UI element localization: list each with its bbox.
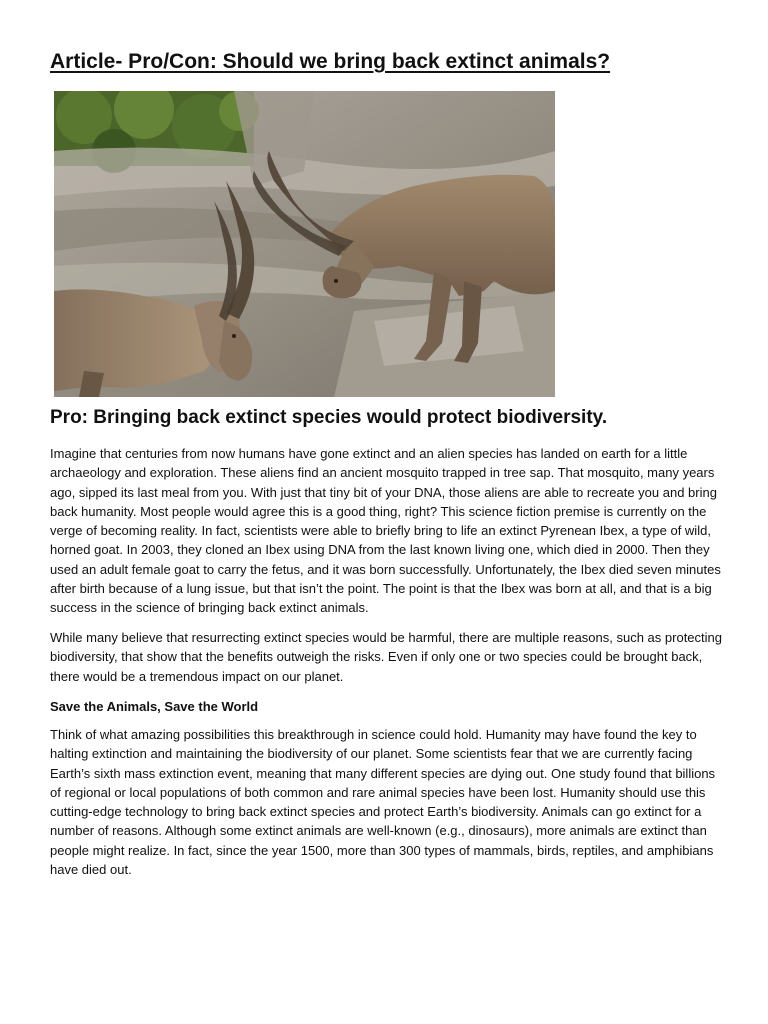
article-title: Article- Pro/Con: Should we bring back extinct animals? (50, 50, 611, 73)
ibex-photo (54, 91, 555, 397)
ibex-photo-icon (54, 91, 555, 397)
paragraph-3: Think of what amazing possibilities this breakthrough in science could hold. Humanity may have found the key to halting extinction and maintaining the biodiversity of our planet. Some scientists fear that we are currently facing Earth’s sixth mass extinction event, meaning that many different species are dying out. One study found that billions of regional or local populations of both common and rare animal species have been lost. Humanity should use this cutting-edge technology to bring back extinct species and protect Earth’s biodiversity. Animals can go extinct for a number of reasons. Although some extinct animals are well-known (e.g., dinosaurs), more animals are extinct than people might realize. In fact, since the year 1500, more than 300 types of mammals, birds, reptiles, and amphibians have died out. (50, 727, 716, 878)
paragraph-2: While many believe that resurrecting extinct species would be harmful, there are multiple reasons, such as protecting biodiversity, that show that the benefits outweigh the risks. Even if only one or two species could be brought back, there would be a tremendous impact on our planet. (50, 630, 722, 684)
subheading: Save the Animals, Save the World (50, 699, 259, 714)
section-heading: Pro: Bringing back extinct species would protect biodiversity. (50, 407, 608, 428)
paragraph-1: Imagine that centuries from now humans have gone extinct and an alien species has landed on earth for a little archaeology and exploration. These aliens find an ancient mosquito trapped in tree sap. That mosquito, many years ago, sipped its last meal from you. With just that tiny bit of your DNA, those aliens are able to recreate you and bring back humanity. Most people would agree this is a good thing, right? This science fiction premise is currently on the verge of becoming reality. In fact, scientists were able to briefly bring to life an extinct Pyrenean Ibex, a type of wild, horned goat. In 2003, they cloned an Ibex using DNA from the last known living one, which died in 2000. Then they used an adult female goat to carry the fetus, and it was born successfully. Unfortunately, the Ibex died seven minutes after birth because of a lung issue, but that isn’t the point. The point is that the Ibex was born at all, and that is a big success in the science of bringing back extinct animals. (50, 446, 721, 616)
